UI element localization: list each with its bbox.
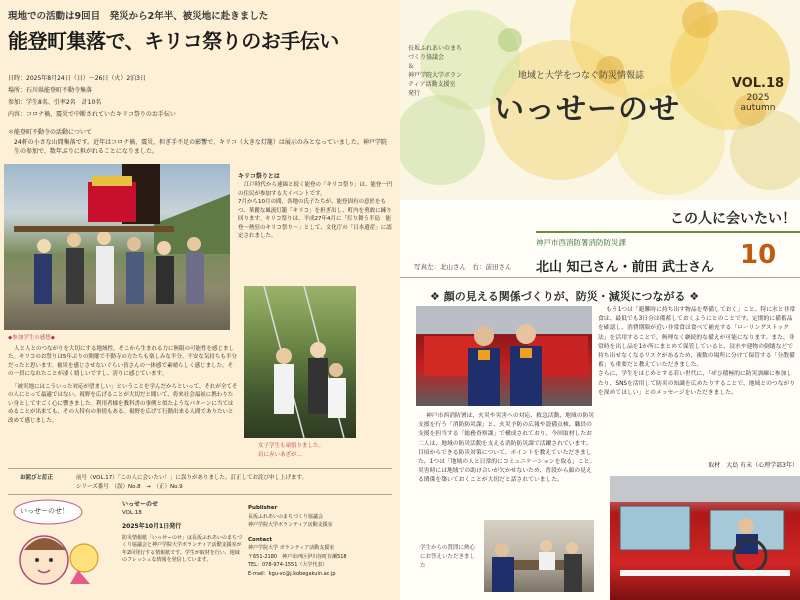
voice-text-2: 「被災地にはこういった対応が望ましい」ということを学んだからといって、それが全てその人にとって最適ではない。視野を広げることが大切だと聞いて、将来社会福祉に携わりたい身としてすごく心に響きました。利用者様を教科書の事例と似たようなパターンに当てはめることが出来ても、その人特有の事情もある。視野を広げて行動出来る人間でありたいと改めて感じました。 [8,383,238,424]
article-body-right: もう1つは「避難時に持ち出す物品を準備しておく」こと。特に水と非常食は、最低でも3日分は備蓄しておくようにとのことです。定期的に備蓄品を確認し、消費期限が近い非常食は食べて補充する「ローリングストック法」を活用することで、無理なく継続的な備えが可能になります。また、非常時を出し品を1か所にまとめて保管していると、浸水や建物の倒壊などで持ち出せなくなるリスクがあるため、複数の場所に分けて保管する「分散備蓄」も重要だと教えていただきました。 さらに、学生をはじめとする若い世代に、「ぜひ積極的に防災訓練に参加したり、SNSを活用して防災の知識を広めたりすることで、地域とのつながりを深めてほしい」とのメッセージをいただきました。 [598,307,796,396]
publisher-block [248,504,398,578]
about-title: ＊能登町不動寺の活動について [8,129,92,136]
festival-photo [4,164,230,330]
voice-title: ◆参加学生の感想◆ [8,335,55,341]
student-voices [8,334,238,425]
contact-label: Contact [248,536,272,543]
kiriko-box [238,172,396,241]
article-headline: 能登町集落で、キリコ祭りのお手伝い [8,29,339,53]
students-photo [244,286,356,438]
publisher-label: Publisher [248,505,278,511]
kiriko-title: キリコ祭りとは [238,173,280,180]
correction-title: お詫びと訂正 [20,475,54,481]
colophon-date: 2025年10月1日発行 [122,522,182,530]
tagline: 地域と大学をつなぐ防災情報誌 [518,71,645,81]
series-number: 10 [740,240,777,270]
contact-2: 〒651-2180 神戸市西区伊川谷町有瀬518 [248,553,347,560]
correction-divider [8,468,392,469]
series-title: この人に会いたい！ [670,211,796,227]
vol-year: 2025 [746,93,770,103]
colophon-title: いっせーのせ [122,501,159,508]
kiriko-text: 江戸時代から連綿と続く能登の「キリコ祭り」は、能登一円の住民が参加する大イベントです。 7月から10月の間、各地の氏子たちが、能登固有の意匠をもつ、華麗な風流灯籠「キリコ」を担ぎ出し、町内を勇敢に練り回ります。キリコ祭りは、平成27年4月に「灯り舞う半島 能登～熱狂のキリコ祭り～」として、文化庁の「日本遺産」に認定されました。 [238,182,393,239]
colophon [122,500,242,565]
festival-illustration [4,164,230,330]
colophon-vol: VOL.18 [122,510,142,516]
interview-photo [484,520,594,592]
interviewer-credit: 取材 大島 有未（心理学部3年） [708,462,798,469]
interviewee-names: 北山 知己さん・前田 武士さん [536,260,715,275]
students-illustration [244,286,356,438]
photo-caption-text: 女子学生も頑張りました。 肩に赤いあざが… [258,443,325,458]
firefighters-photo [416,306,592,406]
right-page [400,0,800,600]
about-text: 24軒の小さな山間集落です。近年はコロナ禍、震災、担ぎ手不足の影響で、キリコ（大きな灯籠）は展示のみとなっていました。神戸学院生の参加で、数年ぶりに担がれることになりました。 [14,139,387,155]
article-body-main: 神戸市西消防署は、火災や災害への対応、救急活動、地域の防災支援を行う「消防防災課」と、火災予防の広報や設備点検、職員の支援を担当する「総務査察課」で構成されており、今回取材したお二人は、地域の防災活動を支える消防防災課で活躍されています。 目頃からできる防災対策について、ポイントを教えていただきました。1つは「地域の人と日常的にコミュニケーションを取る」こと。災害時には地域での助け合いが欠かせないため、普段から顔の見える関係を築いておくことが大切だと話されていました。 [418,413,596,484]
interview-illustration [484,520,594,592]
mascot-bubble: いっせーのせ！ [20,507,69,515]
vol-season: autumn [740,103,776,113]
publisher-2: 神戸学院大学ボランティア活動支援室 [248,522,333,528]
contact-3: TEL：078-974-1551（大学代表） [248,562,328,568]
contact-4[interactable]: E-mail：kgu-vc@j.kobegakuin.ac.jp [248,570,336,577]
meta-date: 日時：2025年8月24日（日）～26日（火）2泊3日 [8,75,146,82]
mascot-illustration [10,498,106,598]
colophon-divider [8,494,392,495]
photo-caption [258,442,398,459]
photo-credit: 写真左：北山さん 右：前田さん [414,263,512,271]
voice-text-1: 人と人とのつながりを大切にする地域性。そこから生まれる力に無限の可能性を感じました。キリコのお祭りは5年ぶりの開催で不動寺の方たちも楽しみな半分、不安な気持ちも半分だったと思います。被災を感じさせないぐらい皆さんの一体感で素晴らしく感じました。その一員になれたことが凄く嬉しいですし、誇りに感じています。 [8,345,237,377]
firefighters-illustration [416,306,592,406]
meta-content: 内容：コロナ禍、震災で中断されていたキリコ祭りのお手伝い [8,111,176,118]
interview-caption: 学生からの質問に熱心にお答えいただきました [420,545,476,569]
contact-1: 神戸学院大学 ボランティア活動支援室 [248,545,335,551]
fire-truck-photo [610,476,800,600]
vol-number: VOL.18 [731,76,785,91]
series-bar [536,231,800,233]
fire-truck-illustration [610,476,800,600]
series-underline [400,277,800,278]
correction-text: 前号（VOL.17）「この人に会いたい！」に誤りがありました。訂正してお詫び申し上げます。 シリーズ番号 （誤）No.8 → （正）No.9 [76,475,308,490]
vol-badge [728,76,788,113]
org-name: 神戸市西消防署消防防災課 [536,238,626,247]
event-meta [8,74,388,119]
article-kicker: 現地での活動は9回目 発災から2年半、被災地に赴きました [8,11,269,22]
section-heading: ❖ 顔の見える関係づくりが、防災・減災につながる ❖ [430,290,700,303]
meta-place: 場所：石川県能登町不動寺集落 [8,87,93,94]
paper-title: いっせーのせ [494,92,680,127]
publisher-1: 長坂ふれあいのまちづくり協議会 [248,513,323,520]
colophon-desc: 防災情報紙「いっせーのせ」は長坂ふれあいのまちづくり協議会と神戸学院大学ボランティア活動支援室が年2回発行する情報紙です。学生が取材を行い、地域のフレッシュな情報を発信しています。 [122,534,242,563]
meta-participants: 参加：学生8名、引率2名 計10名 [8,99,102,106]
issuer-text: 長坂ふれあいのまちづくり協議会 ＆ 神戸学院大学ボランティア活動支援室 発行 [408,45,463,97]
